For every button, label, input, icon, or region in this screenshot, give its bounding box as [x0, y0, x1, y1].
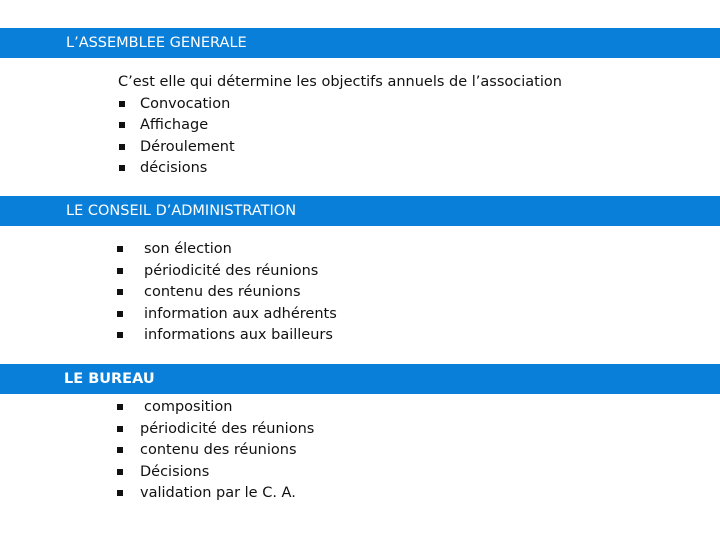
conseil-administration-list	[116, 239, 337, 347]
section-title: LE CONSEIL D’ADMINISTRATION	[66, 203, 297, 219]
square-bullet-icon	[117, 311, 123, 317]
list-item-label: composition	[144, 399, 233, 415]
list-item	[116, 261, 337, 283]
list-item-label: informations aux bailleurs	[144, 327, 333, 344]
list-item-label: périodicité des réunions	[140, 420, 315, 437]
square-bullet-icon	[117, 268, 123, 274]
list-item	[116, 440, 314, 462]
square-bullet-icon	[117, 426, 123, 432]
list-item	[118, 94, 562, 116]
list-item	[116, 462, 314, 484]
list-item	[116, 483, 314, 505]
list-item-label: son élection	[144, 241, 232, 257]
list-item-label: Déroulement	[140, 138, 235, 155]
assemblee-generale-list	[118, 72, 562, 180]
square-bullet-icon	[117, 404, 123, 410]
square-bullet-icon	[119, 165, 125, 171]
list-item-label: décisions	[140, 160, 208, 177]
square-bullet-icon	[119, 122, 125, 128]
list-item-label: Affichage	[140, 117, 209, 134]
square-bullet-icon	[119, 101, 125, 107]
list-item	[116, 397, 314, 419]
list-item	[118, 158, 562, 180]
list-item-label: information aux adhérents	[144, 305, 337, 322]
section-header-assemblee-generale	[0, 28, 720, 58]
list-item-label: Convocation	[140, 95, 231, 112]
bureau-list	[116, 397, 314, 505]
list-item	[116, 239, 337, 261]
list-item	[116, 304, 337, 326]
section-title: L’ASSEMBLEE GENERALE	[66, 35, 247, 51]
list-item-label: Décisions	[140, 463, 210, 480]
square-bullet-icon	[117, 246, 123, 252]
list-item-label: périodicité des réunions	[144, 262, 319, 279]
square-bullet-icon	[117, 447, 123, 453]
square-bullet-icon	[117, 332, 123, 338]
list-item-label: contenu des réunions	[140, 442, 297, 459]
list-item-label: contenu des réunions	[144, 284, 301, 301]
section-header-bureau	[0, 364, 720, 394]
list-item	[116, 419, 314, 441]
square-bullet-icon	[117, 289, 123, 295]
list-item	[116, 282, 337, 304]
square-bullet-icon	[119, 144, 125, 150]
list-item	[118, 115, 562, 137]
section-header-conseil-administration	[0, 196, 720, 226]
list-item	[118, 137, 562, 159]
section-title: LE BUREAU	[64, 371, 155, 387]
section-intro: C’est elle qui détermine les objectifs annuels de l’association	[118, 74, 562, 90]
list-item-label: validation par le C. A.	[140, 485, 296, 502]
square-bullet-icon	[117, 490, 123, 496]
square-bullet-icon	[117, 469, 123, 475]
list-item	[116, 325, 337, 347]
